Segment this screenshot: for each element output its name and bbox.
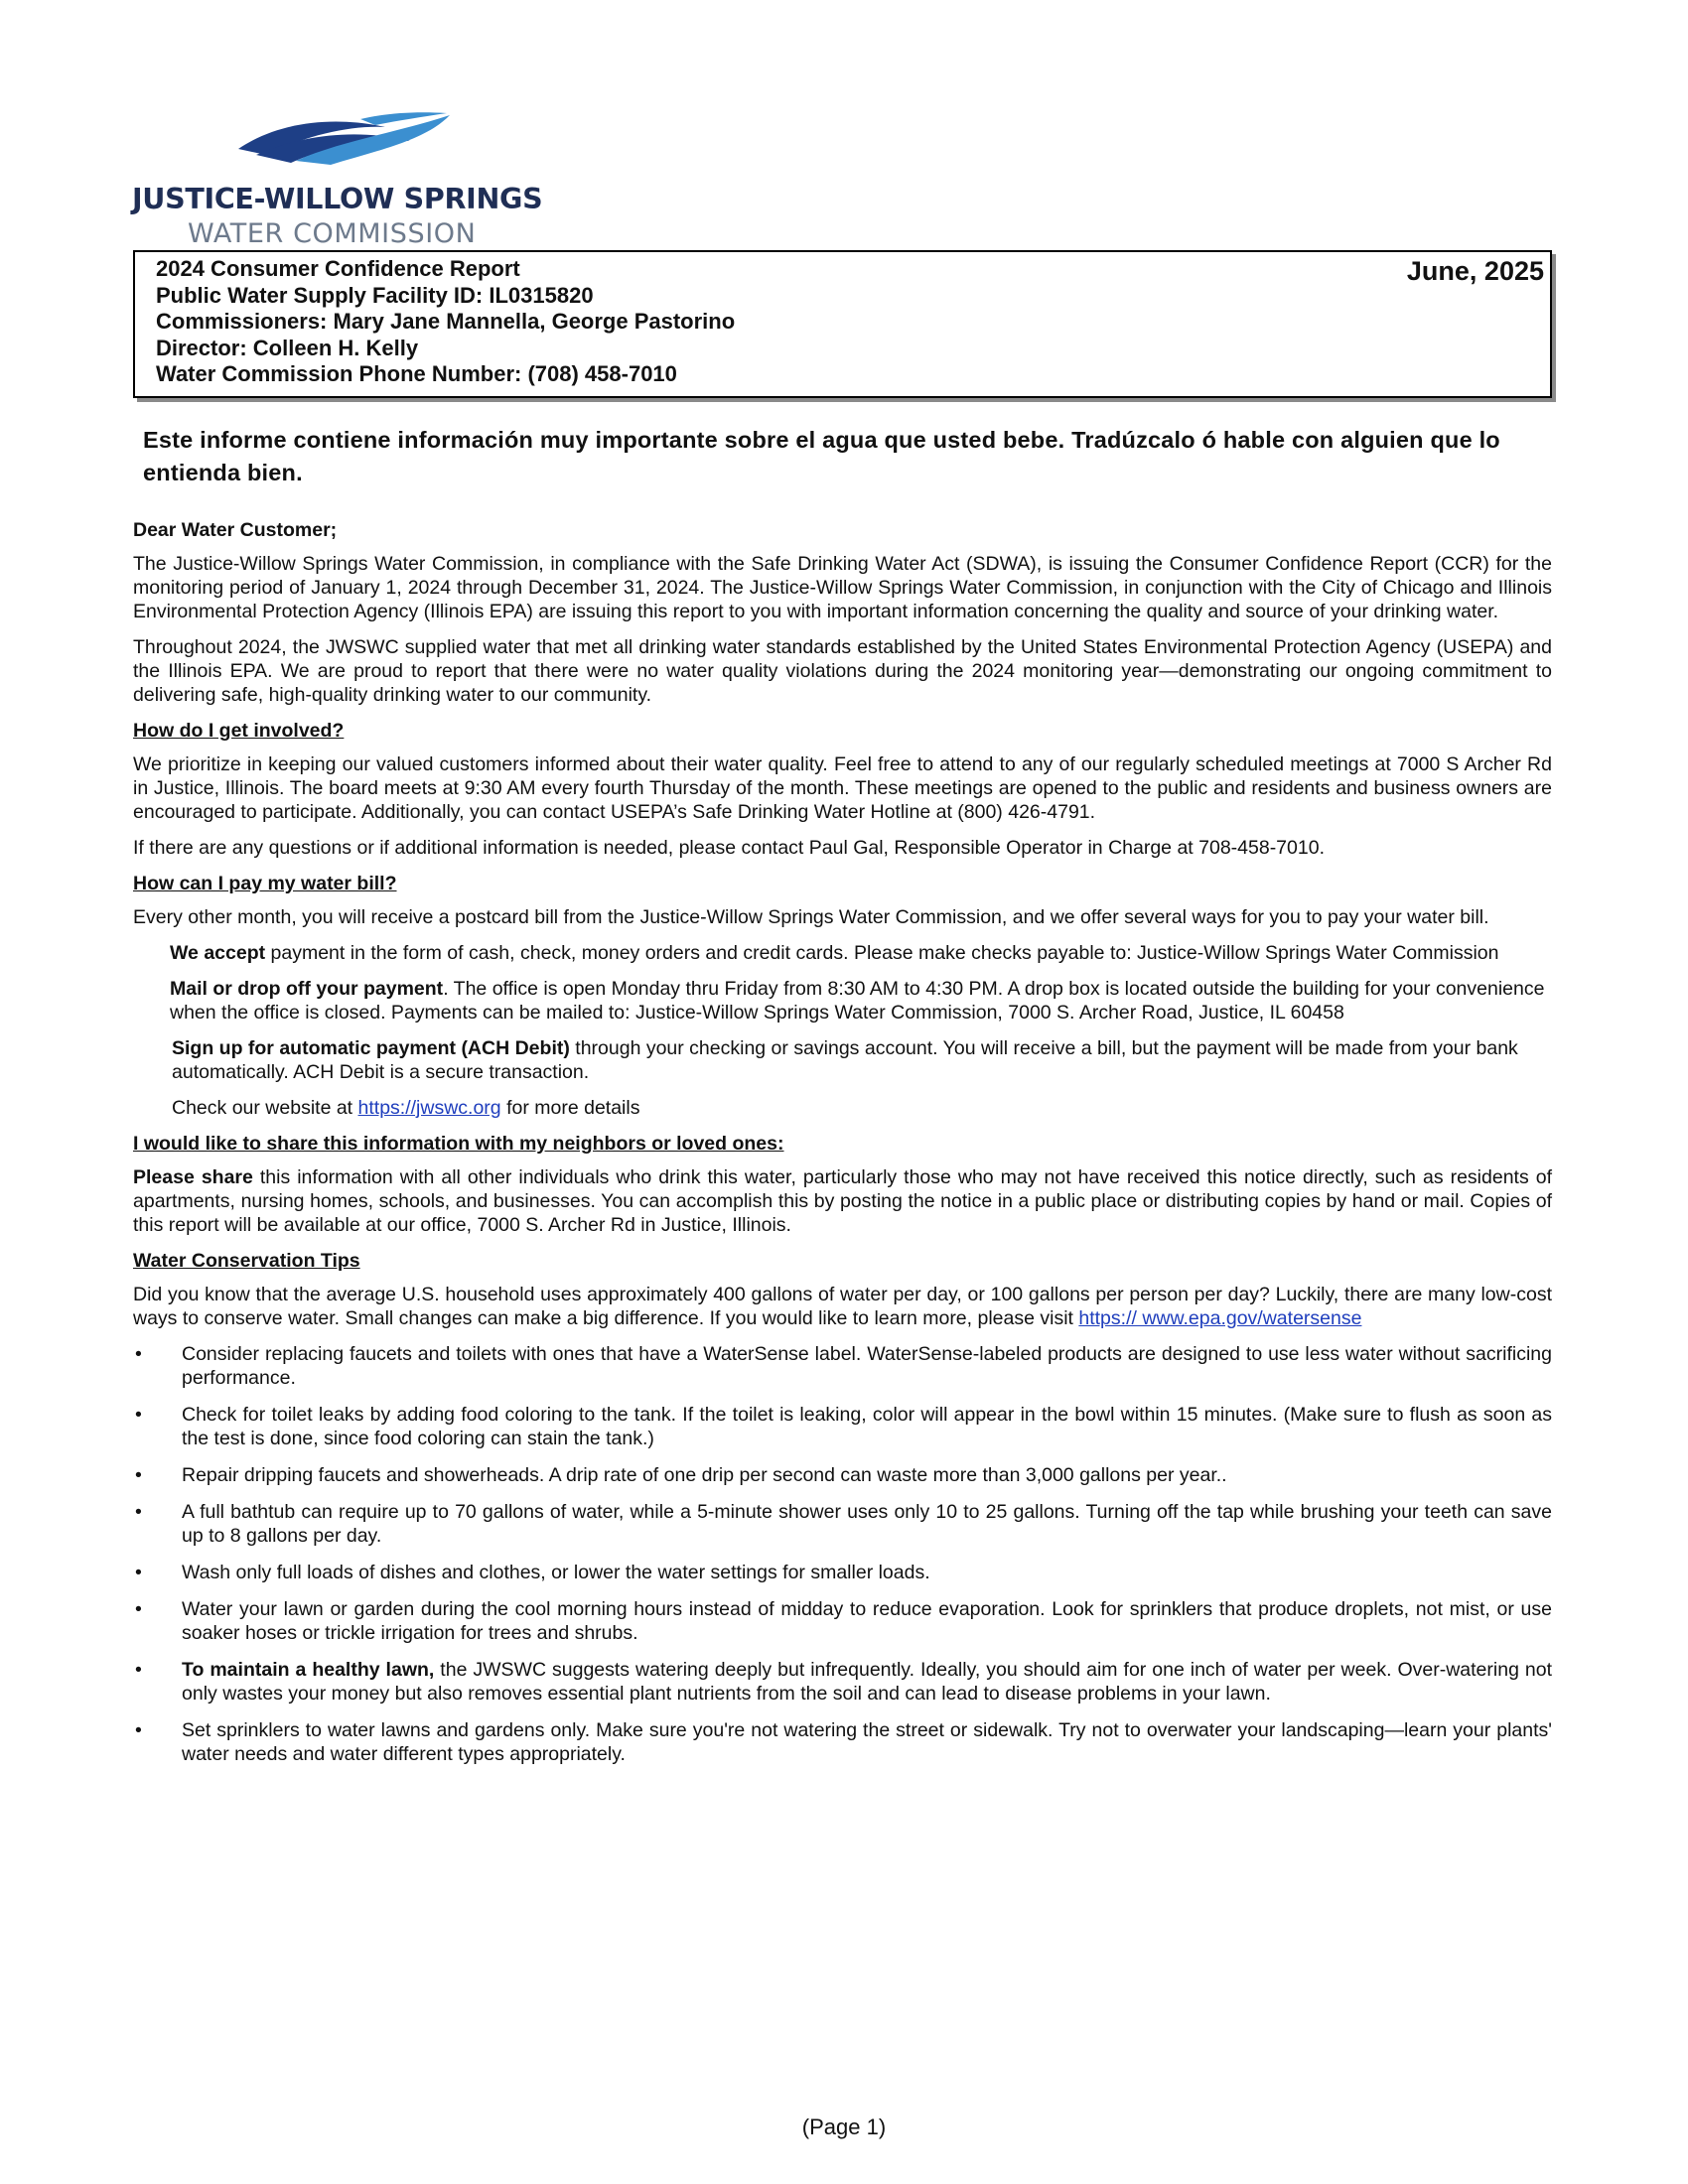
list-item [133, 1561, 1552, 1584]
logo-name: JUSTICE-WILLOW SPRINGS [132, 183, 543, 215]
report-date: June, 2025 [1406, 256, 1544, 286]
bullet-icon: • [135, 1404, 142, 1426]
list-item [133, 1500, 1552, 1548]
greeting: Dear Water Customer; [133, 519, 338, 541]
bullet-icon: • [135, 1598, 142, 1620]
payment-mail [170, 977, 1552, 1024]
payment-ach-label: Sign up for automatic payment (ACH Debit) [172, 1037, 570, 1059]
involved-paragraph: We prioritize in keeping our valued customers informed about their water quality. Feel free to attend to any of our regularly scheduled meetings at 7000 S Archer Rd in Justice, Illinois. The board meets at 9:30 AM every fourth Thursday of the month. These meetings are opened to the public and residents and business owners are encouraged to participate. Additionally, you can contact USEPA’s Safe Drinking Water Hotline at (800) 426-4791. [133, 753, 1552, 823]
list-item [133, 1403, 1552, 1450]
conservation-intro-text: Did you know that the average U.S. household uses approximately 400 gallons of water per day, or 100 gallons per person per day? Luckily, there are many low-cost ways to conserve water. Small changes can make a big difference. If you would like to learn more, please visit [133, 1284, 1552, 1329]
tip-text: Check for toilet leaks by adding food coloring to the tank. If the toilet is leaking, color will appear in the bowl within 15 minutes. (Make sure to flush as soon as the test is done, since food coloring can stain the tank.) [182, 1404, 1552, 1449]
bullet-icon: • [135, 1464, 142, 1486]
lawn-tip-text: the JWSWC suggests watering deeply but infrequently. Ideally, you should aim for one inch of water per week. Over-watering not only wastes your money but also removes essential plant nutrients from the soil and can lead to disease problems in your lawn. [182, 1659, 1552, 1705]
section-heading-involved: How do I get involved? [133, 720, 345, 742]
commission-phone: Water Commission Phone Number: (708) 458-7010 [156, 361, 677, 386]
commission-logo [132, 111, 559, 250]
payment-accept-label: We accept [170, 942, 266, 964]
website-link[interactable]: https://jwswc.org [357, 1097, 501, 1119]
conservation-tips-list [133, 1342, 1552, 1766]
payment-mail-text: . The office is open Monday thru Friday from 8:30 AM to 4:30 PM. A drop box is located outside the building for your convenience when the office is closed. Payments can be mailed to: Justice-Willow Springs Water Commission, 7000 S. Archer Road, Justice, IL 60458 [170, 978, 1545, 1024]
pay-intro: Every other month, you will receive a postcard bill from the Justice-Willow Springs Water Commission, and we offer several ways for you to pay your water bill. [133, 906, 1489, 928]
website-prefix: Check our website at [172, 1097, 358, 1119]
bullet-icon: • [135, 1719, 142, 1741]
payment-website [172, 1096, 1552, 1120]
lawn-tip-label: To maintain a healthy lawn, [182, 1659, 435, 1681]
payment-accept [170, 941, 1552, 965]
payment-accept-text: payment in the form of cash, check, money orders and credit cards. Please make checks payable to: Justice-Willow Springs Water Commission [265, 942, 1499, 964]
watersense-link[interactable]: https:// www.epa.gov/watersense [1078, 1307, 1362, 1329]
report-body [133, 518, 1552, 1779]
list-item [133, 1658, 1552, 1706]
share-paragraph [133, 1165, 1552, 1237]
tip-text: A full bathtub can require up to 70 gallons of water, while a 5-minute shower uses only 10 to 25 gallons. Turning off the tap while brushing your teeth can save up to 8 gallons per day. [182, 1501, 1552, 1547]
logo-subtitle: WATER COMMISSION [188, 218, 477, 249]
bullet-icon: • [135, 1343, 142, 1365]
bullet-icon: • [135, 1659, 142, 1681]
list-item [133, 1463, 1552, 1487]
share-text: this information with all other individuals who drink this water, particularly those who may not have received this notice directly, such as residents of apartments, nursing homes, schools, and businesses. You can accomplish this by posting the notice in a public place or distributing copies by hand or mail. Copies of this report will be available at our office, 7000 S. Archer Rd in Justice, Illinois. [133, 1166, 1552, 1236]
wave-logo-icon [236, 111, 455, 175]
tip-text: Repair dripping faucets and showerheads. A drip rate of one drip per second can waste more than 3,000 gallons per year.. [182, 1464, 1227, 1486]
conservation-intro [133, 1283, 1552, 1330]
page-number: (Page 1) [801, 2115, 887, 2139]
payment-ach [172, 1036, 1552, 1084]
share-label: Please share [133, 1166, 253, 1188]
report-title: 2024 Consumer Confidence Report [156, 256, 520, 281]
report-header-box [133, 250, 1552, 398]
payment-ach-text: through your checking or savings account. You will receive a bill, but the payment will be made from your bank automatically. ACH Debit is a secure transaction. [172, 1037, 1518, 1083]
list-item [133, 1718, 1552, 1766]
facility-id: Public Water Supply Facility ID: IL0315820 [156, 282, 594, 308]
spanish-notice: Este informe contiene información muy importante sobre el agua que usted bebe. Tradúzcalo ó hable con alguien que lo entienda bien. [143, 427, 1500, 485]
list-item [133, 1342, 1552, 1390]
header-details [156, 256, 735, 388]
bullet-icon: • [135, 1501, 142, 1523]
website-suffix: for more details [500, 1097, 640, 1119]
payment-mail-label: Mail or drop off your payment [170, 978, 444, 1000]
tip-text: Set sprinklers to water lawns and gardens only. Make sure you're not watering the street or sidewalk. Try not to overwater your landscaping—learn your plants' water needs and water different types appropriately. [182, 1719, 1552, 1765]
tip-text: Water your lawn or garden during the cool morning hours instead of midday to reduce evaporation. Look for sprinklers that produce droplets, not mist, or use soaker hoses or trickle irrigation for trees and shrubs. [182, 1598, 1552, 1644]
list-item [133, 1597, 1552, 1645]
section-heading-share: I would like to share this information with my neighbors or loved ones: [133, 1133, 784, 1155]
tip-text: Wash only full loads of dishes and clothes, or lower the water settings for smaller loads. [182, 1562, 930, 1583]
section-heading-pay: How can I pay my water bill? [133, 873, 397, 894]
intro-paragraph: The Justice-Willow Springs Water Commission, in compliance with the Safe Drinking Water Act (SDWA), is issuing the Consumer Confidence Report (CCR) for the monitoring period of January 1, 2024 through December 31, 2024. The Justice-Willow Springs Water Commission, in conjunction with the City of Chicago and Illinois Environmental Protection Agency (Illinois EPA) are issuing this report to you with important information concerning the quality and source of your drinking water. [133, 553, 1552, 622]
contact-paragraph: If there are any questions or if additional information is needed, please contact Paul Gal, Responsible Operator in Charge at 708-458-7010. [133, 837, 1325, 859]
bullet-icon: • [135, 1562, 142, 1583]
tip-text: Consider replacing faucets and toilets with ones that have a WaterSense label. WaterSense-labeled products are designed to use less water without sacrificing performance. [182, 1343, 1552, 1389]
intro-paragraph: Throughout 2024, the JWSWC supplied water that met all drinking water standards established by the United States Environmental Protection Agency (USEPA) and the Illinois EPA. We are proud to report that there were no water quality violations during the 2024 monitoring year—demonstrating our ongoing commitment to delivering safe, high-quality drinking water to our community. [133, 636, 1552, 706]
section-heading-conservation: Water Conservation Tips [133, 1250, 360, 1272]
commissioners: Commissioners: Mary Jane Mannella, George Pastorino [156, 309, 736, 334]
director: Director: Colleen H. Kelly [156, 335, 419, 360]
